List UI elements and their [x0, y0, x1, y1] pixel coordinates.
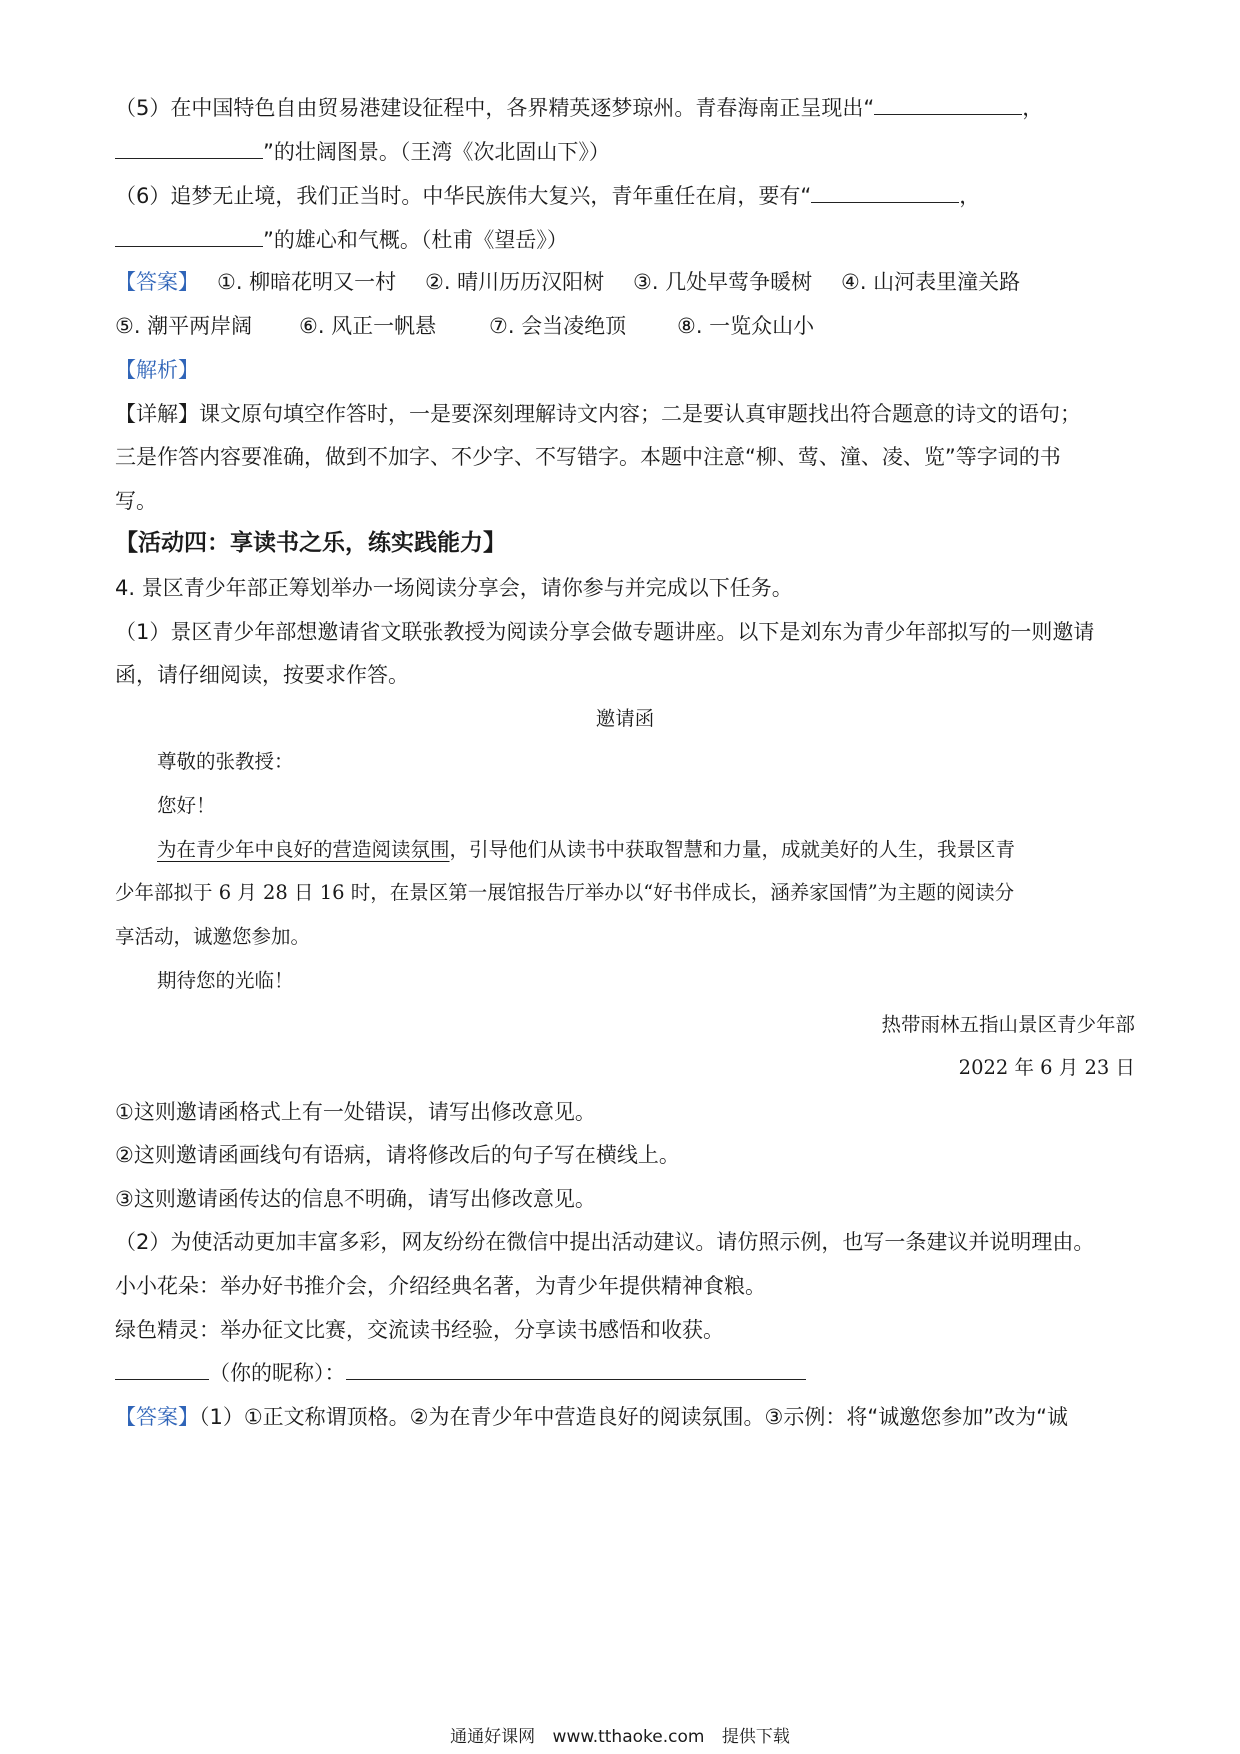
answer-item: ①. 柳暗花明又一村	[217, 270, 397, 294]
answer-2-text: （1）①正文称谓顶格。②为在青少年中营造良好的阅读氛围。③示例：将“诚邀您参加”改为“诚	[199, 1405, 1068, 1429]
activity-4-heading: 【活动四：享读书之乐，练实践能力】	[115, 530, 506, 556]
question-5-comma: ，	[1022, 96, 1044, 120]
question-6-source: ”的雄心和气概。（杜甫《望岳》）	[263, 228, 568, 252]
answer-tag: 【答案】	[115, 1405, 199, 1429]
letter-salutation: 尊敬的张教授：	[157, 750, 294, 773]
letter-closing: 期待您的光临！	[157, 969, 294, 992]
question-5-line-2	[115, 138, 1135, 166]
question-4-1-line-2: 函，请仔细阅读，按要求作答。	[115, 663, 409, 687]
answer-item: ②. 晴川历历汉阳树	[425, 270, 605, 294]
task-1: ①这则邀请函格式上有一处错误，请写出修改意见。	[115, 1100, 596, 1124]
answer-item: ⑤. 潮平两岸阔	[115, 314, 253, 338]
question-6-comma: ，	[959, 184, 981, 208]
fill-blank[interactable]	[115, 138, 263, 159]
suggestion-blank[interactable]	[346, 1359, 806, 1380]
letter-body-text: ，引导他们从读书中获取智慧和力量，成就美好的人生，我景区青	[449, 838, 1016, 861]
letter-title: 邀请函	[595, 707, 655, 730]
nickname-blank[interactable]	[115, 1359, 209, 1380]
fill-blank[interactable]	[115, 226, 263, 247]
answer-item: ③. 几处早莺争暖树	[633, 270, 813, 294]
answer-tag: 【答案】	[115, 270, 199, 294]
letter-greeting: 您好！	[157, 794, 216, 817]
letter-date: 2022 年 6 月 23 日	[958, 1056, 1135, 1079]
fill-blank[interactable]	[874, 94, 1022, 115]
letter-body-line-1	[157, 836, 1135, 864]
answer-item: ④. 山河表里潼关路	[841, 270, 1021, 294]
question-5-line-1	[115, 94, 1135, 122]
question-6-line-2	[115, 226, 1135, 254]
example-1: 小小花朵：举办好书推介会，介绍经典名著，为青少年提供精神食粮。	[115, 1274, 766, 1298]
underlined-sentence: 为在青少年中良好的营造阅读氛围	[157, 838, 450, 861]
question-4-1-line-1: （1）景区青少年部想邀请省文联张教授为阅读分享会做专题讲座。以下是刘东为青少年部拟写的一则邀请	[115, 620, 1095, 644]
letter-body-line-2: 少年部拟于 6 月 28 日 16 时，在景区第一展馆报告厅举办以“好书伴成长，涵养家国情”为主题的阅读分	[115, 881, 1015, 904]
answer-item: ⑧. 一览众山小	[677, 314, 815, 338]
nickname-label: （你的昵称）：	[209, 1361, 346, 1385]
detail-line-3: 写。	[115, 489, 157, 513]
question-6-line-1	[115, 182, 1135, 210]
footer-suffix: 提供下载	[721, 1727, 790, 1747]
letter-signature: 热带雨林五指山景区青少年部	[881, 1013, 1135, 1036]
task-2: ②这则邀请函画线句有语病，请将修改后的句子写在横线上。	[115, 1143, 680, 1167]
page-footer	[0, 1722, 1240, 1747]
task-3: ③这则邀请函传达的信息不明确，请写出修改意见。	[115, 1187, 596, 1211]
fill-blank[interactable]	[811, 182, 959, 203]
answer-line-1	[115, 268, 1135, 296]
question-5-text: （5）在中国特色自由贸易港建设征程中，各界精英逐梦琼州。青春海南正呈现出“	[115, 96, 875, 120]
nickname-answer-line	[115, 1359, 1135, 1387]
example-2: 绿色精灵：举办征文比赛，交流读书经验，分享读书感悟和收获。	[115, 1318, 724, 1342]
answer-2-line	[115, 1403, 1135, 1431]
letter-body-line-3: 享活动，诚邀您参加。	[115, 925, 311, 948]
question-6-text: （6）追梦无止境，我们正当时。中华民族伟大复兴，青年重任在肩，要有“	[115, 184, 812, 208]
question-5-source: ”的壮阔图景。（王湾《次北固山下》）	[263, 140, 610, 164]
question-4-2-stem: （2）为使活动更加丰富多彩，网友纷纷在微信中提出活动建议。请仿照示例，也写一条建议并说明理由。	[115, 1230, 1095, 1254]
answer-item: ⑥. 风正一帆悬	[299, 314, 437, 338]
answer-item: ⑦. 会当凌绝顶	[489, 314, 627, 338]
analysis-tag: 【解析】	[115, 358, 199, 382]
question-4-stem: 4. 景区青少年部正筹划举办一场阅读分享会，请你参与并完成以下任务。	[115, 576, 793, 600]
detail-line-1: 【详解】课文原句填空作答时，一是要深刻理解诗文内容；二是要认真审题找出符合题意的诗文的语句；	[115, 402, 1081, 426]
detail-line-2: 三是作答内容要准确，做到不加字、不少字、不写错字。本题中注意“柳、莺、潼、凌、览”等字词的书	[115, 445, 1061, 469]
footer-site-name: 通通好课网	[450, 1727, 536, 1747]
footer-url[interactable]: www.tthaoke.com	[552, 1727, 705, 1747]
